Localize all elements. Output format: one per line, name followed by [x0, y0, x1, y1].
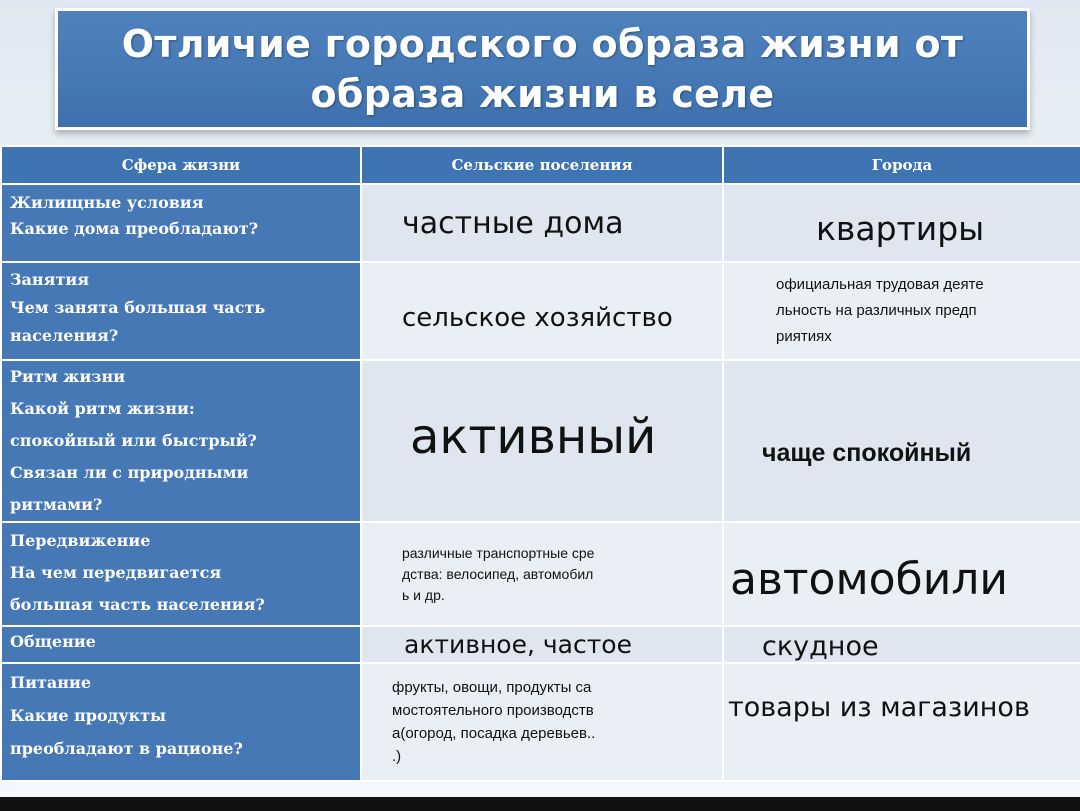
- row-label-nutrition: [1, 663, 361, 781]
- city-rhythm: [723, 360, 1080, 522]
- bottom-bar: [0, 797, 1080, 811]
- label-line: спокойный или быстрый?: [10, 431, 257, 450]
- rural-transport-line: ь и др.: [402, 586, 445, 603]
- city-communication-text: скудное: [762, 631, 879, 662]
- comparison-table: [0, 145, 1080, 782]
- label-line: Какой ритм жизни:: [10, 399, 195, 418]
- rural-nutrition-line: мостоятельного производств: [392, 702, 594, 719]
- city-transport-text: автомобили: [730, 553, 1009, 605]
- row-label-occupation: [1, 262, 361, 360]
- city-occupation: [723, 262, 1080, 360]
- label-line: Питание: [10, 673, 92, 692]
- label-line: Передвижение: [10, 531, 151, 550]
- city-transport: [723, 522, 1080, 626]
- city-rhythm-text: чаще спокойный: [762, 438, 972, 467]
- city-occupation-line: риятиях: [776, 328, 832, 345]
- title-line-2: образа жизни в селе: [310, 72, 775, 116]
- title-line-1: Отличие городского образа жизни от: [121, 22, 964, 66]
- table-row: [1, 184, 1080, 262]
- rural-transport-line: различные транспортные сре: [402, 544, 595, 561]
- header-city: Города: [723, 146, 1080, 184]
- label-line: преобладают в рационе?: [10, 739, 243, 758]
- city-occupation-line: льность на различных предп: [776, 302, 977, 319]
- label-line: Чем занята большая часть: [10, 298, 266, 317]
- rural-rhythm: [361, 360, 723, 522]
- table-header-row: [1, 146, 1080, 184]
- rural-communication-text: активное, частое: [404, 630, 632, 659]
- header-sphere: Сфера жизни: [1, 146, 361, 184]
- label-line: Занятия: [10, 270, 90, 289]
- label-line: Ритм жизни: [10, 367, 126, 386]
- table-row: [1, 663, 1080, 781]
- city-housing: [723, 184, 1080, 262]
- label-line: ритмами?: [10, 495, 103, 514]
- label-line: Какие дома преобладают?: [10, 219, 259, 238]
- city-housing-text: квартиры: [816, 208, 985, 248]
- table-row: [1, 360, 1080, 522]
- rural-housing-text: частные дома: [402, 205, 624, 241]
- rural-occupation-text: сельское хозяйство: [402, 303, 673, 333]
- table-row: [1, 262, 1080, 360]
- city-nutrition-text: товары из магазинов: [728, 692, 1030, 723]
- row-label-communication: [1, 626, 361, 663]
- rural-nutrition: [361, 663, 723, 781]
- city-communication: [723, 626, 1080, 663]
- rural-occupation: [361, 262, 723, 360]
- rural-rhythm-text: активный: [410, 409, 657, 465]
- label-line: населения?: [10, 326, 119, 345]
- label-line: Жилищные условия: [10, 193, 204, 212]
- label-line: большая часть населения?: [10, 595, 265, 614]
- header-rural: Сельские поселения: [361, 146, 723, 184]
- rural-communication: [361, 626, 723, 663]
- city-nutrition: [723, 663, 1080, 781]
- slide-title: [55, 8, 1030, 130]
- rural-transport: [361, 522, 723, 626]
- table-row: [1, 626, 1080, 663]
- label-line: Какие продукты: [10, 706, 167, 725]
- table-row: [1, 522, 1080, 626]
- rural-nutrition-line: фрукты, овощи, продукты са: [392, 679, 592, 696]
- rural-transport-line: дства: велосипед, автомобил: [402, 565, 594, 582]
- label-line: На чем передвигается: [10, 563, 222, 582]
- label-line: Общение: [10, 632, 96, 651]
- label-line: Связан ли с природными: [10, 463, 249, 482]
- row-label-transport: [1, 522, 361, 626]
- rural-housing: [361, 184, 723, 262]
- rural-nutrition-line: .): [392, 748, 402, 765]
- city-occupation-line: официальная трудовая деяте: [776, 276, 984, 293]
- row-label-rhythm: [1, 360, 361, 522]
- rural-nutrition-line: а(огород, посадка деревьев..: [392, 725, 596, 742]
- row-label-housing: [1, 184, 361, 262]
